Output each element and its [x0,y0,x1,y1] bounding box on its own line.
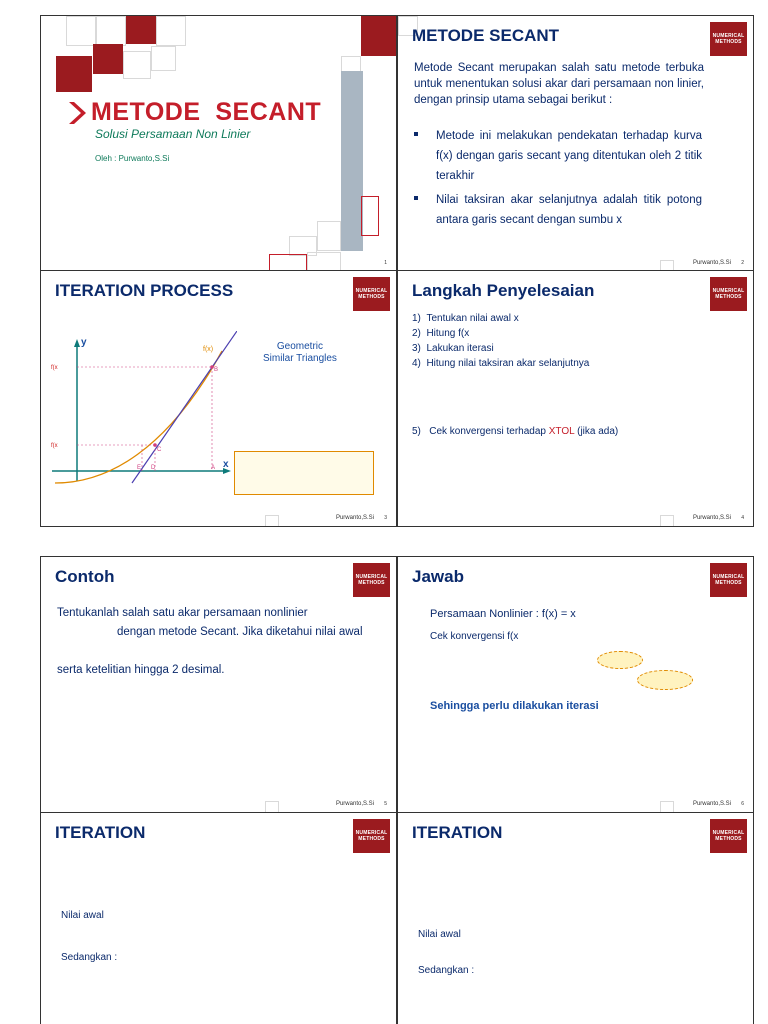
step-1: 1) Tentukan nilai awal x [412,313,519,324]
footer-author: Purwanto,S.Si [692,515,731,521]
svg-text:x: x [223,459,229,470]
deco-square [123,51,151,79]
deco-square [66,16,96,46]
slide-number: 6 [741,801,744,807]
slide-title: ITERATION PROCESS [55,281,234,300]
footer-author: Purwanto,S.Si [692,260,731,266]
numerical-methods-logo: NUMERICAL METHODS [710,563,747,597]
problem-line-3: serta ketelitian hingga 2 desimal. [57,664,225,676]
slide-4 [397,270,754,527]
slide-title: Langkah Penyelesaian [412,281,595,300]
numerical-methods-logo: NUMERICAL METHODS [353,819,390,853]
deco-square [93,44,123,74]
secant-diagram [47,331,237,491]
footer-author: Purwanto,S.Si [335,515,374,521]
deco-square [660,515,674,527]
slide-number: 3 [384,515,387,521]
deco-square [317,221,341,251]
highlight-circle-2 [637,670,693,690]
svg-text:A: A [211,465,216,471]
numerical-methods-logo: NUMERICAL METHODS [710,819,747,853]
slide-title: ITERATION [412,823,503,842]
slide-subtitle: Solusi Persamaan Non Linier [95,127,251,141]
step-5: 5) Cek konvergensi terhadap XTOL (jika ada) [412,426,619,437]
deco-square [307,252,341,272]
bullet-item: Nilai taksiran akar selanjutnya adalah titik potong antara garis secant dengan sumbu x [414,190,704,230]
meanwhile-label: Sedangkan : [418,965,475,976]
slide-title: METODE SECANT [412,26,560,45]
deco-square [361,196,379,236]
footer-author: Purwanto,S.Si [335,801,374,807]
bullet-item: Metode ini melakukan pendekatan terhadap kurva f(x) dengan garis secant yang ditentukan oleh 2 titik terakhir [414,126,704,186]
footer-author: Purwanto,S.Si [692,801,731,807]
steps-list [412,311,732,371]
intro-text: Metode Secant merupakan salah satu metode terbuka untuk menentukan solusi akar dari persamaan non linier, dengan prinsip utama sebagai berikut : [414,62,704,106]
meanwhile-label: Sedangkan : [61,952,118,963]
svg-text:E: E [137,465,142,471]
slide-7 [40,812,397,1024]
step-2: 2) Hitung f(x [412,328,470,339]
deco-square [361,16,397,56]
slide-title: Jawab [412,567,464,586]
slide-6 [397,556,754,813]
slide-title: ITERATION [55,823,146,842]
numerical-methods-logo: NUMERICAL METHODS [710,22,747,56]
geometric-label: Geometric Similar Triangles [263,341,337,364]
svg-text:D: D [151,465,156,471]
deco-square [56,56,92,92]
problem-line-1: Tentukanlah salah satu akar persamaan nonlinier [57,607,308,619]
numerical-methods-logo: NUMERICAL METHODS [710,277,747,311]
square-bullet-icon [414,132,418,136]
slide-title: Contoh [55,567,115,586]
slide-number: 1 [384,260,387,266]
deco-square [151,46,176,71]
formula-box [234,451,374,495]
slide-1 [40,15,397,272]
slide-5 [40,556,397,813]
svg-text:f(x: f(x [51,365,58,371]
conclusion: Sehingga perlu dilakukan iterasi [430,700,599,712]
deco-square [96,16,126,46]
slide-2 [397,15,754,272]
slide-number: 2 [741,260,744,266]
numerical-methods-logo: NUMERICAL METHODS [353,563,390,597]
svg-text:y: y [81,337,87,348]
svg-text:C: C [157,447,162,453]
svg-text:f(x): f(x) [203,346,214,353]
author: Oleh : Purwanto,S.Si [95,154,170,163]
numerical-methods-logo: NUMERICAL METHODS [353,277,390,311]
svg-text:B: B [214,367,219,373]
highlight-circle-1 [597,651,643,669]
slide-number: 5 [384,801,387,807]
slide-number: 4 [741,515,744,521]
deco-square [265,515,279,527]
convergence-check: Cek konvergensi f(x [430,631,519,642]
initial-values-label: Nilai awal [418,929,461,940]
slide-8 [397,812,754,1024]
svg-text:f(x: f(x [51,443,58,449]
slide-title: METODE SECANT [91,98,322,126]
step-4: 4) Hitung nilai taksiran akar selanjutnya [412,358,590,369]
grey-bar [341,71,363,251]
square-bullet-icon [414,196,418,200]
nonlinear-equation: Persamaan Nonlinier : f(x) = x [430,608,576,620]
deco-square [126,16,156,44]
problem-line-2: dengan metode Secant. Jika diketahui nilai awal [117,626,363,638]
initial-values-label: Nilai awal [61,910,104,921]
chevron-icon [67,100,89,126]
step-3: 3) Lakukan iterasi [412,343,494,354]
slide-3 [40,270,397,527]
deco-square [156,16,186,46]
